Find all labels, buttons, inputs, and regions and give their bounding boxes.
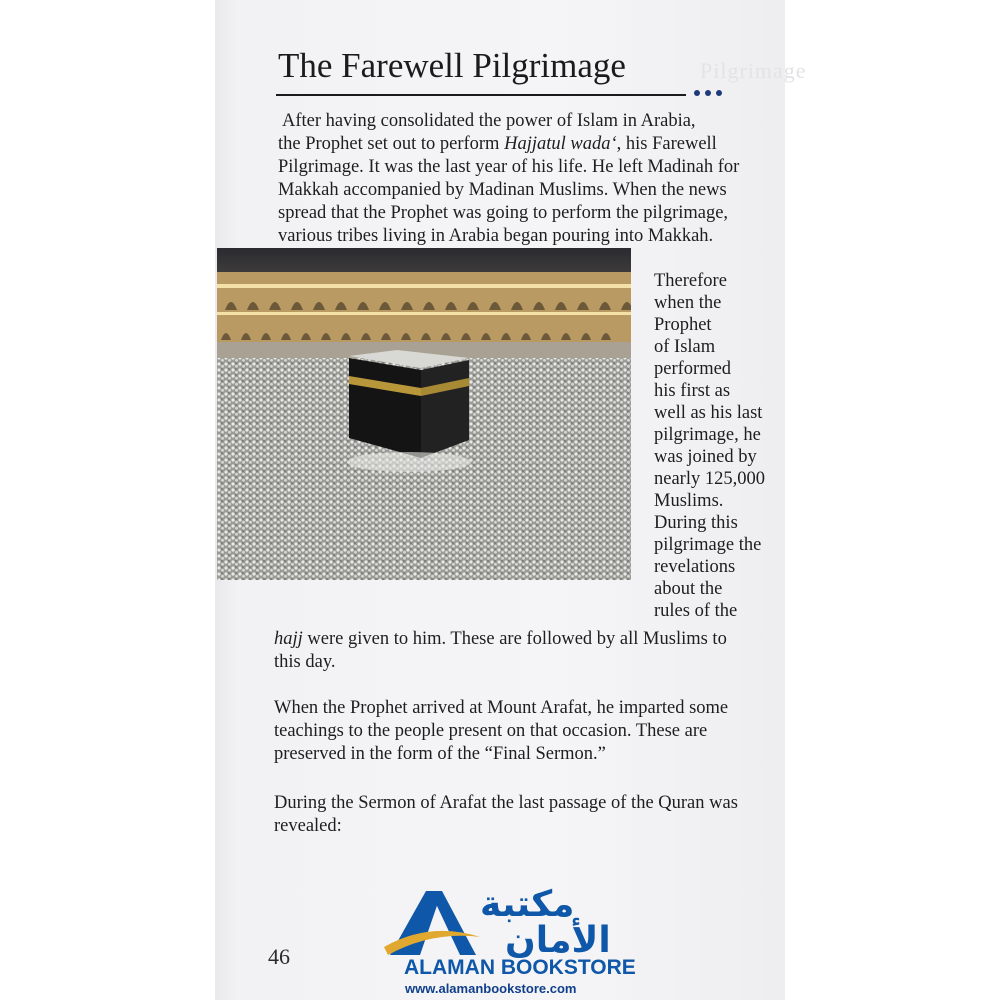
kaaba-photo bbox=[217, 248, 631, 580]
logo-url: www.alamanbookstore.com bbox=[405, 981, 577, 996]
side-line: of Islam bbox=[654, 337, 716, 357]
side-line: about the bbox=[654, 579, 723, 599]
sermon-line-1: During the Sermon of Arafat the last passage of the Quran was bbox=[274, 793, 738, 813]
arafat-line-1: When the Prophet arrived at Mount Arafat, he imparted some bbox=[274, 698, 729, 718]
page-number: 46 bbox=[268, 944, 290, 969]
after-photo-line-1: hajj were given to him. These are followed by all Muslims to bbox=[274, 629, 727, 649]
side-line: nearly 125,000 bbox=[654, 469, 765, 489]
intro-line-1: After having consolidated the power of Islam in Arabia, bbox=[282, 111, 696, 131]
side-line: performed bbox=[654, 359, 732, 379]
ornament-dot bbox=[705, 90, 711, 96]
side-line: Muslims. bbox=[654, 491, 724, 511]
side-line: pilgrimage the bbox=[654, 535, 762, 555]
side-line: his first as bbox=[654, 381, 731, 401]
term-hajjatul-wada: Hajjatul wada‘ bbox=[504, 134, 617, 154]
side-line: was joined by bbox=[654, 447, 757, 467]
logo-arabic-line-1: مكتبة bbox=[480, 884, 575, 925]
ornament-dot bbox=[716, 90, 722, 96]
side-line: revelations bbox=[654, 557, 736, 577]
show-through-text: Pilgrimage bbox=[700, 58, 807, 83]
ornament-dot bbox=[694, 90, 700, 96]
kaaba-photo-illustration bbox=[217, 248, 631, 580]
side-line: Prophet bbox=[654, 315, 712, 335]
intro-line-5: spread that the Prophet was going to perform the pilgrimage, bbox=[278, 203, 729, 223]
arafat-line-3: preserved in the form of the “Final Sermon.” bbox=[274, 744, 606, 764]
after-photo-line-2: this day. bbox=[274, 652, 336, 672]
intro-line-2: the Prophet set out to perform Hajjatul wada‘, his Farewell bbox=[278, 134, 717, 154]
ornament-dots-icon bbox=[694, 90, 722, 96]
logo-store-name: ALAMAN BOOKSTORE bbox=[404, 956, 636, 979]
intro-line-4: Makkah accompanied by Madinan Muslims. When the news bbox=[278, 180, 727, 200]
side-line: well as his last bbox=[654, 403, 763, 423]
arafat-line-2: teachings to the people present on that occasion. These are bbox=[274, 721, 708, 741]
intro-line-3: Pilgrimage. It was the last year of his life. He left Madinah for bbox=[278, 157, 740, 177]
term-hajj: hajj bbox=[274, 629, 303, 649]
side-line: rules of the bbox=[654, 601, 738, 621]
page-title: The Farewell Pilgrimage bbox=[278, 46, 626, 85]
side-line: During this bbox=[654, 513, 738, 533]
side-line: when the bbox=[654, 293, 722, 313]
side-line: Therefore bbox=[654, 271, 727, 291]
intro-line-6: various tribes living in Arabia began pouring into Makkah. bbox=[278, 226, 714, 246]
sermon-line-2: revealed: bbox=[274, 816, 342, 836]
title-underline bbox=[276, 94, 686, 96]
logo-arabic-line-2: الأمان bbox=[505, 920, 611, 961]
side-line: pilgrimage, he bbox=[654, 425, 761, 445]
